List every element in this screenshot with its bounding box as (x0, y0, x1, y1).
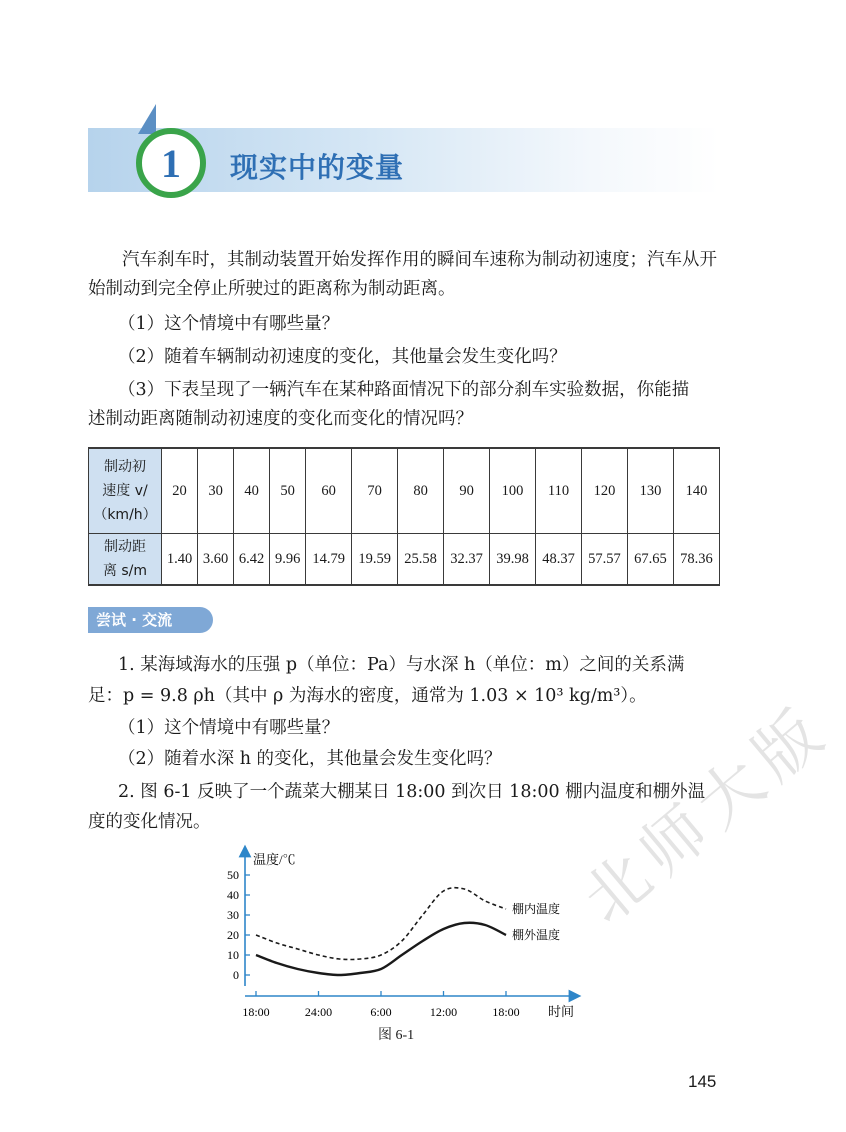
header-line: 制动初 (104, 459, 146, 475)
intro-question-3-line2: 述制动距离随制动初速度的变化而变化的情况吗？ (88, 409, 473, 429)
table-cell: 140 (673, 448, 719, 534)
temperature-chart (220, 845, 600, 1045)
table-cell: 48.37 (536, 534, 582, 586)
header-line: 离 s/m (102, 563, 148, 579)
table-cell: 32.37 (444, 534, 490, 586)
x-tick-label: 12:00 (429, 1005, 458, 1019)
section-number: 1 (161, 140, 181, 186)
table-header-speed (89, 448, 162, 534)
header-line: （km/h） (93, 507, 157, 523)
section-title: 现实中的变量 (230, 151, 405, 184)
y-tick-label: 40 (227, 888, 239, 902)
table-cell: 20 (162, 448, 198, 534)
table-cell: 120 (582, 448, 628, 534)
table-header-distance (89, 534, 162, 586)
table-cell: 60 (306, 448, 352, 534)
table-cell: 67.65 (627, 534, 673, 586)
table-cell: 80 (398, 448, 444, 534)
y-axis-label: 温度/℃ (253, 852, 296, 867)
table-cell: 50 (270, 448, 306, 534)
exercise-2-line1: 2. 图 6-1 反映了一个蔬菜大棚某日 18:00 到次日 18:00 棚内温度和棚外温 (118, 782, 706, 802)
table-cell: 40 (234, 448, 270, 534)
table-row-speed (89, 448, 720, 534)
table-cell: 130 (627, 448, 673, 534)
y-tick-label: 30 (227, 908, 239, 922)
x-tick-label: 24:00 (304, 1005, 333, 1019)
intro-question-3-line1: （3）下表呈现了一辆汽车在某种路面情况下的部分刹车实验数据，你能描 (118, 380, 690, 400)
table-cell: 90 (444, 448, 490, 534)
series-label: 棚外温度 (512, 928, 561, 942)
series-label: 棚内温度 (512, 902, 561, 916)
x-axis-label: 时间 (548, 1004, 575, 1019)
table-cell: 6.42 (234, 534, 270, 586)
x-tick-label: 6:00 (370, 1005, 392, 1019)
intro-paragraph: 汽车刹车时，其制动装置开始发挥作用的瞬间车速称为制动初速度；汽车从开始制动到完全停止所驶过的距离称为制动距离。 (88, 250, 717, 299)
table-cell: 9.96 (270, 534, 306, 586)
table-cell: 3.60 (198, 534, 234, 586)
table-cell: 19.59 (352, 534, 398, 586)
try-discuss-label: 尝试 · 交流 (88, 607, 213, 633)
series-line-outside-temp (256, 923, 506, 975)
braking-data-table (88, 447, 720, 586)
exercise-1-line1: 1. 某海域海水的压强 p（单位：Pa）与水深 h（单位：m）之间的关系满 (118, 655, 685, 675)
table-cell: 30 (198, 448, 234, 534)
y-tick-label: 50 (227, 868, 239, 882)
x-tick-label: 18:00 (492, 1005, 520, 1019)
table-cell: 57.57 (582, 534, 628, 586)
table-cell: 110 (536, 448, 582, 534)
page-number: 145 (688, 1072, 717, 1091)
table-cell: 70 (352, 448, 398, 534)
table-cell: 78.36 (673, 534, 719, 586)
y-tick-label: 10 (227, 948, 239, 962)
table-cell: 100 (490, 448, 536, 534)
intro-question-2: （2）随着车辆制动初速度的变化，其他量会发生变化吗？ (118, 347, 567, 367)
table-cell: 25.58 (398, 534, 444, 586)
exercise-1-question-1: （1）这个情境中有哪些量？ (118, 718, 340, 738)
table-row-distance (89, 534, 720, 586)
exercise-2-line2: 度的变化情况。 (88, 812, 211, 832)
header-line: 制动距 (104, 539, 146, 555)
section-number-badge (136, 128, 206, 198)
table-cell: 14.79 (306, 534, 352, 586)
table-cell: 1.40 (162, 534, 198, 586)
publisher-watermark: 北师大版 (569, 691, 844, 939)
exercise-1-line2: 足：p = 9.8 ρh（其中 ρ 为海水的密度，通常为 1.03 × 10³ kg/m³）。 (88, 686, 647, 706)
exercise-1-question-2: （2）随着水深 h 的变化，其他量会发生变化吗？ (118, 749, 502, 769)
y-tick-label: 20 (227, 928, 239, 942)
header-line: 速度 v/ (102, 483, 148, 499)
table-cell: 39.98 (490, 534, 536, 586)
figure-caption: 图 6-1 (378, 1028, 415, 1043)
intro-question-1: （1）这个情境中有哪些量？ (118, 314, 340, 334)
x-tick-label: 18:00 (242, 1005, 270, 1019)
y-tick-label: 0 (233, 968, 239, 982)
